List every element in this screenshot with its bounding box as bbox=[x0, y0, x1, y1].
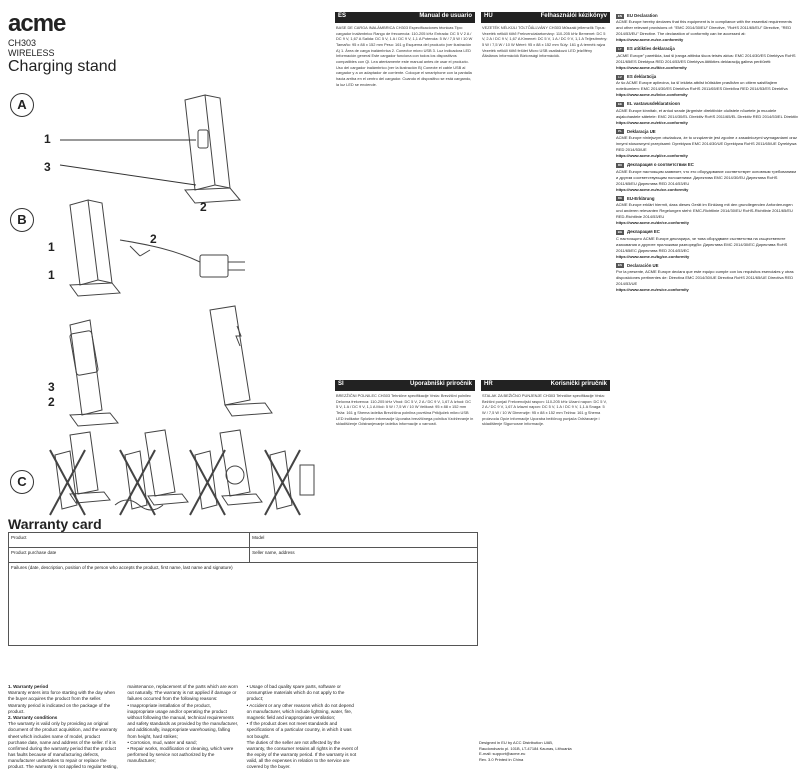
warranty-text bbox=[8, 684, 358, 771]
hu-body: VEZETÉK NÉLKÜLI TÖLTŐÁLLVÁNY CH303 Műszaki jellemzők Típus: Vezeték nélküli töltő Frekvenciatartomány: 110-205 kHz Bemenet: DC 5 V, 2 A / DC 9 V, 1,67 A Kimenet: DC 5 V, 1 A / DC 9 V, 1,1 A Teljesítmény: 5 W / 7,5 W / 10 W Méret: 95 x 88 x 152 mm Súly: 161 g A termék rajza Vezeték nélküli töltő felület Micro USB csatlakozó LED jelzőfény Általános információk Biztonsági információk. bbox=[482, 25, 608, 59]
declaration-de: DE EU-Erklärung ACME Europe erklärt hiermit, dass dieses Gerät im Einklang mit den grundlegenden Anforderungen und anderen relevanten Regelungen steht: EMC-Richtlinie 2014/30/EU RoHS-Richtlinie 2011/65/EU RED-Richtlinie 2014/53/EU https://www.acme.eu/de/ce-conformity bbox=[616, 195, 793, 226]
warnings-row bbox=[45, 445, 345, 525]
warranty-item: The duties of the seller are not affected by the warranty, the consumer retains all rights in the event of the expiry of the warranty period. If the warranty is not valid, all the expenses in relation to the service are covered by the buyer. bbox=[246, 739, 358, 770]
model-number: CH303 bbox=[8, 38, 37, 48]
column-hu-hr bbox=[479, 0, 612, 775]
brand-logo: acme bbox=[8, 10, 66, 37]
warranty-product-cell: Product bbox=[9, 533, 250, 548]
warranty-item: • Accident or any other reasons which do not depend on manufacturer, which include lightning, water, fire, magnetic field and inappropriate ventilation; bbox=[246, 702, 354, 720]
si-header: SI Uporabniški priročnik bbox=[335, 380, 475, 391]
es-header: ES Manual de usuario bbox=[335, 12, 475, 23]
si-body: BREZŽIČNI POLNILEC CH303 Tehnične specifikacije Vrsta: Brezžični polnilec Delovna frekvenca: 110-205 kHz Vhod: DC 5 V, 2 A / DC 9 V, 1,67 A Izhod: DC 5 V, 1 A / DC 9 V, 1,1 A Moč: 5 W / 7,5 W / 10 W Velikost: 95 x 88 x 152 mm Teža: 161 g Shema izdelka Brezžična polnilna površina Priključek mikro USB LED indikator Splošne informacije Uporaba brezžičnega polnilca Vzdrževanje in skladiščenje Odstranjevanje izdelka Informacije o varnosti. bbox=[336, 393, 474, 427]
warranty-failures-cell: Failures (date, description, position of the person who accepts the product, first name, last name and signature) bbox=[9, 563, 478, 646]
section-b-marker: B bbox=[10, 208, 34, 232]
declaration-ru: RU Декларация о соответствии ЕС ACME Europe настоящим заявляет, что это оборудование соответствует основным требованиям и другим соответствующим положениям: Директива EMC 2014/30/EU Директива RoHS 2011/65/EU Директива RED 2014/53/EU https://www.acme.eu/ru/ce-conformity bbox=[616, 162, 797, 192]
hu-header: HU Felhasználói kézikönyv bbox=[481, 12, 610, 23]
warranty-item: • Inappropriate installation of the product, inappropriate usage and/or operating the product without following the manual, technical requirements and safety standards as provided by the manufacturer, and additionally, inappropriate warehousing, falling from height, hard strikes; bbox=[127, 702, 239, 739]
callout-3: 3 bbox=[44, 160, 51, 174]
warranty-seller-cell: Seller name, address bbox=[250, 548, 478, 563]
declaration-lv: LV ES deklarācija Ar šo ACME Europe apliecina, ka šī iekārta atbilst būtiskām prasībām un citiem saistītajiem noteikumiem: EMC 2014/30/ES Direktīva RoHS 2011/65/ES Direktīva RED 2014/53/ES Direktīva https://www.acme.eu/lv/ce-conformity bbox=[616, 73, 788, 98]
callout-b1: 1 bbox=[48, 240, 55, 254]
callout-step-2: 2 bbox=[48, 395, 55, 409]
warranty-section: 2. Warranty conditions The warranty is valid only by providing an original document of the product acquisition, and the warranty sheet which includes name of model, product purchase date, name and address of the seller. If it is confirmed during the warranty period that the product has faults because of manufacturing defects, manufacturer undertakes to repair or replace the product. The warranty is not applied to regular testing, maintenance, replacement of the parts which are worn out naturally. The warranty is not applied if damage or failures occurred from the following reasons: bbox=[8, 684, 238, 770]
warranty-item: • Corrosion, mud, water and sand; bbox=[127, 739, 197, 745]
es-body: BASE DE CARGA INALÁMBRICA CH303 Especificaciones técnicas Tipo: cargador inalámbrico Rango de frecuencia: 110-205 kHz Entrada: DC 5 V 2 A / DC 9 V, 1,67 A Salida: DC 5 V, 1 A / DC 9 V, 1,1 A Potencia: 5 W / 7,5 W / 10 W Tamaño: 95 x 88 x 152 mm Peso: 161 g Esquema del producto (ver ilustración A) 1. Área de carga inalámbrica 2. Conector micro USB 3. Luz indicadora LED Información general Este cargador funciona con todos los dispositivos compatibles con Qi. Lea atentamente este manual antes de usar el producto. Uso del cargador inalámbrico (ver la ilustración B) Conecte el cable USB al cargador y a un adaptador de corriente. Coloque el smartphone con la pantalla hacia arriba en el centro del cargador. Cuando el dispositivo se está cargando, la luz LED se enciende. bbox=[336, 25, 473, 87]
declaration-es: ES Declaración UE Por la presente, ACME Europe declara que este equipo cumple con los requisitos esenciales y otras disposiciones pertinentes de: Directiva EMC 2014/30/UE Directiva RoHS 2011/65/UE Directiva RED 2014/53/UE https://www.acme.eu/es/ce-conformity bbox=[616, 262, 794, 292]
callout-1: 1 bbox=[44, 132, 51, 146]
hr-body: STALAK ZA BEŽIČNO PUNJENJE CH303 Tehničke specifikacije Vrsta: Bežični punjač Frekvencijski raspon: 110-205 kHz Ulazni napon: DC 5 V, 2 A / DC 9 V, 1,67 A Izlazni napon: DC 5 V, 1 A / DC 9 V, 1,1 A Snaga: 5 W / 7,5 W / 10 W Dimenzije: 95 x 88 x 152 mm Težina: 161 g Shema proizvoda Opće informacije Uporaba bežičnog punjača Održavanje i skladištenje Sigurnosne informacije. bbox=[482, 393, 607, 427]
warranty-model-cell: Model bbox=[250, 533, 478, 548]
hr-header: HR Korisnički priručnik bbox=[481, 380, 610, 391]
section-c-marker: C bbox=[10, 470, 34, 494]
footer-info: Designed in EU by ACC Distribution UAB, Raudondvario pl. 101B, LT-47184 Kaunas, Lithuania E-mail: support@acme.eu Rev. 3.0 Printed in China bbox=[479, 740, 572, 762]
declaration-lt: LT ES atitikties deklaracija „ACME Europe" pareiškia, kad ši įranga atitinka šiuos teisės aktus: EMC 2014/30/ES Direktyva RoHS 2011/65/ES Direktyva RED 2014/53/ES Direktyva Atitikties deklaraciją galima peržiūrėti: https://www.acme.eu/lt/ce-conformity bbox=[616, 46, 796, 70]
declarations-column bbox=[612, 0, 802, 775]
warranty-date-cell: Product purchase date bbox=[9, 548, 250, 563]
warranty-section: 1. Warranty period Warranty enters into force starting with the day when the buyer acquires the product from the seller. Warranty period is indicated on the package of the product. bbox=[8, 684, 116, 714]
callout-step-1: 1 bbox=[48, 268, 55, 282]
declaration-pl: PL Deklaracja UE ACME Europe niniejszym oświadcza, że to urządzenie jest zgodne z zasadniczymi wymaganiami oraz innymi stosownymi przepisami: Dyrektywa EMC 2014/30/UE Dyrektywa RoHS 2011/65/UE Dyrektywa RED 2014/53/UE https://www.acme.eu/pl/ce-conformity bbox=[616, 128, 797, 159]
declaration-ee: EE EL vastavusdeklaratsioon ACME Europe kinnitab, et antud seade järgmiste direktiivide olulistele nõuetele ja muudele asjakohastele sätetele: EMC 2014/30/EL Direktiiv RoHS 2011/65/EL Direktiiv RED 2014/53/EL Direktiiv https://www.acme.eu/et/ce-conformity bbox=[616, 101, 799, 125]
section-a-marker: A bbox=[10, 93, 34, 117]
declaration-bg: BG Декларация ЕС С настоящото ACME Europe декларира, че това оборудване съответства на съществените изисквания и другите приложими разпоредби: Директива EMC 2014/30/ЕС Директива RoHS 2011/65/ЕС Директива RED 2014/53/ЕС https://www.acme.eu/bg/ce-conformity bbox=[616, 229, 788, 259]
callout-b2: 2 bbox=[150, 232, 157, 246]
warranty-item: • If the product does not meet standards and specifications of a particular country, in which it was not bought. bbox=[246, 721, 352, 739]
column-es-si bbox=[333, 0, 477, 775]
warranty-title: Warranty card bbox=[8, 516, 102, 532]
warranty-item: • Usage of bad quality spare parts, software or consumptive materials which do not apply to the product; bbox=[246, 684, 345, 702]
callout-step-3: 3 bbox=[48, 380, 55, 394]
product-subtitle: WIRELESS bbox=[8, 48, 55, 58]
callout-2: 2 bbox=[200, 200, 207, 214]
warranty-item: • Repair works, modification or cleaning, which were performed by service not authorized by the manufacturer; bbox=[127, 745, 234, 764]
declaration-en: EN EU Declaration ACME Europe hereby declares that this equipment is in compliance with the essential requirements and other relevant provisions of: "EMC 2014/30/EU" Directive, "RoHS 2011/65/EU" Directive, "RED 2014/53/EU" Directive. The declaration of conformity can be accessed at: https://www.acme.eu/ce-conformity bbox=[616, 13, 792, 43]
product-name: Charging stand bbox=[8, 58, 117, 75]
